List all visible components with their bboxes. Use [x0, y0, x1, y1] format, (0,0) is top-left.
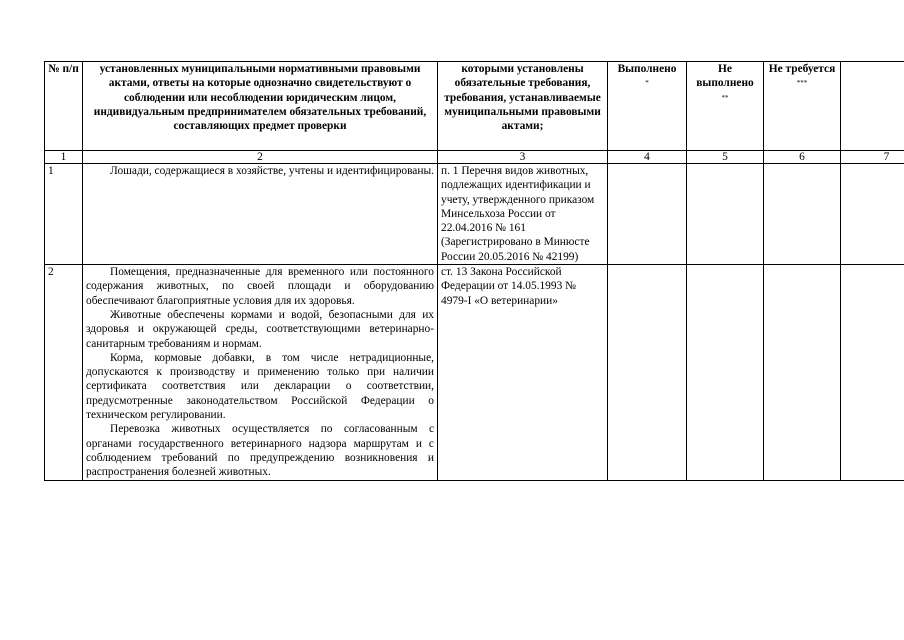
- header-requirement: установленных муниципальными нормативными правовыми актами, ответы на которые однозначно свидетельствуют о соблюдении или несоблюдении юридическим лицом, индивидуальным предпринимателем обязательных требований, составляющих предмет проверки: [83, 62, 438, 151]
- not-done-cell[interactable]: [687, 164, 764, 265]
- table-row: [45, 164, 904, 265]
- column-number: 7: [841, 151, 904, 164]
- requirement-paragraph: Помещения, предназначенные для временного или постоянного содержания животных, по своей площади и оборудованию обеспечивают благоприятные условия для их здоровья.: [86, 266, 434, 307]
- extra-cell[interactable]: [841, 164, 904, 265]
- done-cell[interactable]: [608, 164, 687, 265]
- header-num: № п/п: [45, 62, 83, 151]
- legal-act-cell: п. 1 Перечня видов животных, подлежащих идентификации и учету, утвержденного приказом Минсельхоза России от 22.04.2016 № 161 (Зарегистрировано в Минюсте России 20.05.2016 № 42199): [438, 164, 608, 265]
- row-number: 2: [45, 265, 83, 480]
- column-number: 4: [608, 151, 687, 164]
- row-number: 1: [45, 164, 83, 265]
- header-done: [608, 62, 687, 151]
- not-required-cell[interactable]: [764, 265, 841, 480]
- column-number: 3: [438, 151, 608, 164]
- header-acts: которыми установлены обязательные требования, требования, устанавливаемые муниципальными правовыми актами;: [438, 62, 608, 151]
- not-done-cell[interactable]: [687, 265, 764, 480]
- header-not-done-mark: **: [721, 93, 729, 102]
- column-number-row: [45, 151, 904, 164]
- checklist-table: [44, 61, 904, 481]
- header-extra: [841, 62, 904, 151]
- requirement-paragraph: Корма, кормовые добавки, в том числе нетрадиционные, допускаются к производству и применению только при наличии сертификата соответствия или декларации о соответствии, предусмотренные законодательством Российской Федерации о техническом регулировании.: [86, 351, 434, 422]
- legal-act-cell: ст. 13 Закона Российской Федерации от 14.05.1993 № 4979-I «О ветеринарии»: [438, 265, 608, 480]
- header-not-done-label: Не выполнено: [696, 63, 754, 90]
- header-not-done: [687, 62, 764, 151]
- not-required-cell[interactable]: [764, 164, 841, 265]
- requirement-paragraph: Перевозка животных осуществляется по согласованным с органами государственного ветеринарного надзора маршрутам и с соблюдением требований по предупреждению возникновения и распространения болезней животных.: [86, 423, 434, 479]
- header-done-label: Выполнено: [617, 63, 677, 75]
- header-not-required-mark: ***: [796, 79, 808, 88]
- requirement-cell: [83, 265, 438, 480]
- done-cell[interactable]: [608, 265, 687, 480]
- column-number: 5: [687, 151, 764, 164]
- requirement-cell: [83, 164, 438, 265]
- column-number: 6: [764, 151, 841, 164]
- column-number: 2: [83, 151, 438, 164]
- header-done-mark: *: [645, 79, 649, 88]
- extra-cell[interactable]: [841, 265, 904, 480]
- header-not-required: [764, 62, 841, 151]
- table-row: [45, 265, 904, 480]
- requirement-paragraph: Животные обеспечены кормами и водой, безопасными для их здоровья и окружающей среды, соответствующими ветеринарно-санитарным требованиям и нормам.: [86, 308, 434, 350]
- requirement-paragraph: Лошади, содержащиеся в хозяйстве, учтены и идентифицированы.: [110, 165, 434, 177]
- header-not-required-label: Не требуется: [768, 63, 836, 75]
- header-row: [45, 62, 904, 151]
- column-number: 1: [45, 151, 83, 164]
